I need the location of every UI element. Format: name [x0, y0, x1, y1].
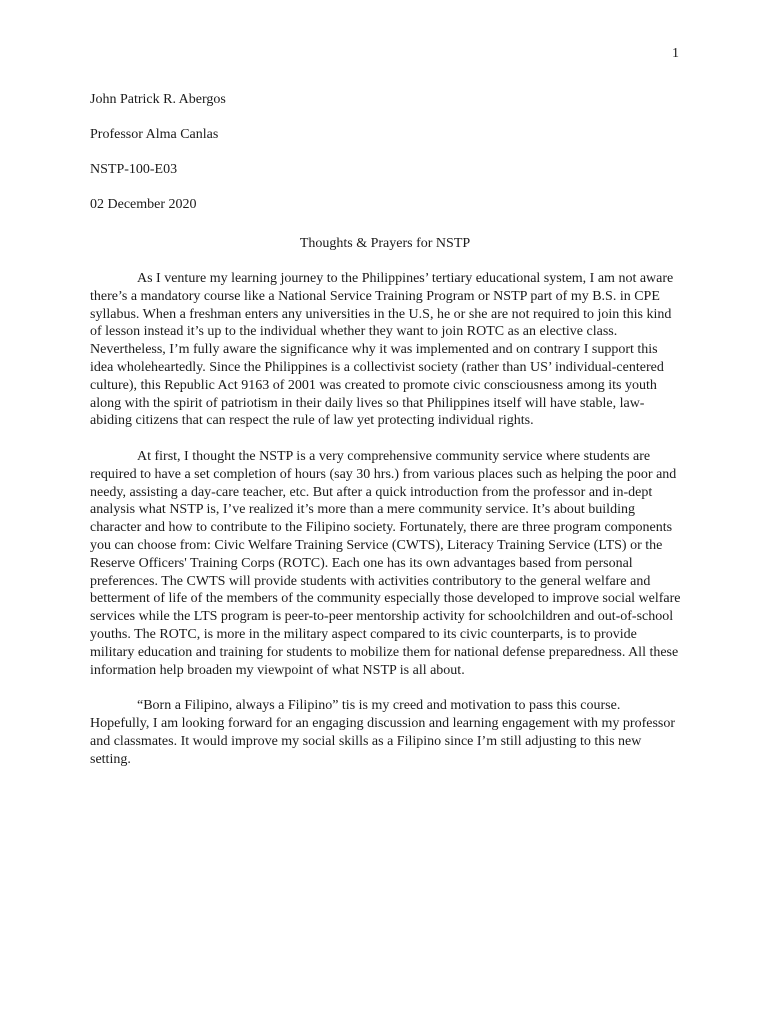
paragraph-3: “Born a Filipino, always a Filipino” tis is my creed and motivation to pass this course. Hopefully, I am looking forward for an engaging discussion and learning engagement with my professor and classmates. It would improve my social skills as a Filipino since I’m still adjusting to this new setting.	[90, 698, 675, 767]
paragraph-1: As I venture my learning journey to the Philippines’ tertiary educational system, I am not aware there’s a mandatory course like a National Service Training Program or NSTP part of my B.S. in CPE syllabus. When a freshman enters any universities in the U.S, he or she are not required to join this kind of lesson instead it’s up to the individual whether they want to join ROTC as an elective class. Nevertheless, I’m fully aware the significance why it was implemented and on contrary I support this idea wholeheartedly. Since the Philippines is a collectivist society (rather than US’ individual-centered culture), this Republic Act 9163 of 2001 was created to promote civic consciousness among its youth along with the spirit of patriotism in their daily lives so that Philippines itself will have stable, law-abiding citizens that can respect the rule of law yet protecting individual rights.	[90, 271, 674, 429]
author-name: John Patrick R. Abergos	[90, 92, 226, 107]
document-body	[90, 270, 682, 786]
professor-name: Professor Alma Canlas	[90, 127, 219, 142]
page-number: 1	[672, 46, 679, 61]
course-code: NSTP-100-E03	[90, 162, 178, 177]
document-title: Thoughts & Prayers for NSTP	[299, 236, 471, 251]
document-date: 02 December 2020	[90, 197, 197, 212]
header-block	[90, 92, 690, 232]
paragraph-2: At first, I thought the NSTP is a very comprehensive community service where students are required to have a set completion of hours (say 30 hrs.) from various places such as helping the poor and needy, assisting a day-care teacher, etc. But after a quick introduction from the professor and in-dept analysis what NSTP is, I’ve realized it’s more than a mere community service. It’s about building character and how to contribute to the Filipino society. Fortunately, there are three program components you can choose from: Civic Welfare Training Service (CWTS), Literacy Training Service (LTS) or the Reserve Officers' Training Corps (ROTC). Each one has its own advantages based from personal preferences. The CWTS will provide students with activities contributory to the general welfare and betterment of life of the members of the community especially those developed to improve social welfare services while the LTS program is peer-to-peer mentorship activity for schoolchildren and out-of-school youths. The ROTC, is more in the military aspect compared to its civic counterparts, is to provide military education and training for students to mobilize them for national defense preparedness. All these information help broaden my viewpoint of what NSTP is all about.	[90, 448, 681, 678]
